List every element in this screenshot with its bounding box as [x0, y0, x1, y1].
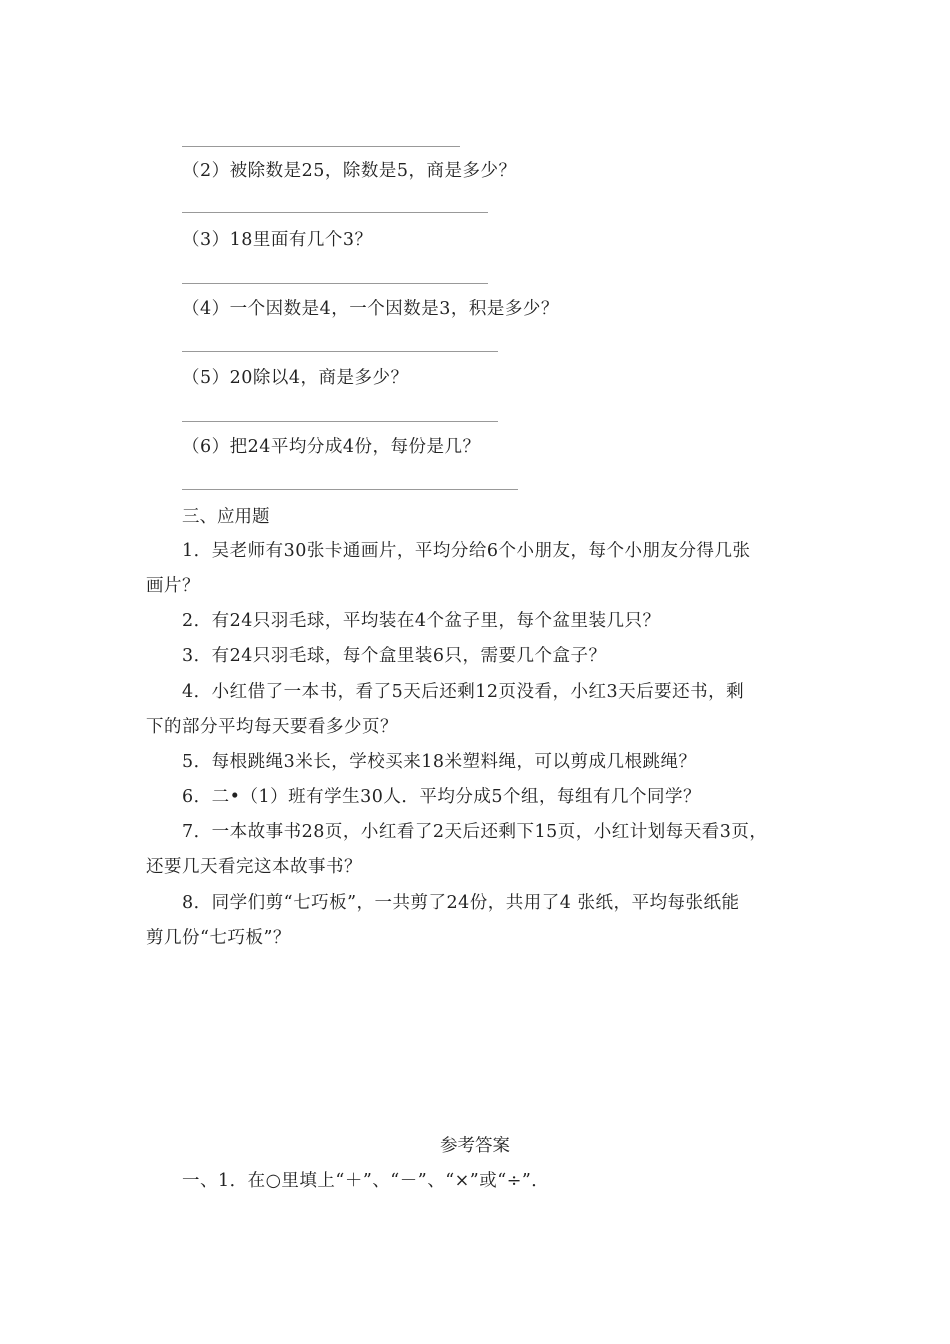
problem-1-line-2: 画片？	[146, 576, 200, 596]
problem-3: 3．有24只羽毛球，每个盒里装6只，需要几个盒子？	[182, 646, 607, 666]
section-3-title: 三、应用题	[182, 507, 270, 527]
question-5: （5）20除以4，商是多少？	[182, 368, 409, 388]
answer-line	[182, 351, 498, 352]
problem-6: 6．二•（1）班有学生30人．平均分成5个组，每组有几个同学？	[182, 787, 701, 807]
question-4: （4）一个因数是4，一个因数是3，积是多少？	[182, 299, 559, 319]
question-2: （2）被除数是25，除数是5，商是多少？	[182, 161, 517, 181]
answer-line	[182, 146, 460, 147]
answer-line	[182, 283, 488, 284]
answers-title: 参考答案	[440, 1136, 510, 1156]
problem-4-line-2: 下的部分平均每天要看多少页？	[146, 717, 398, 737]
question-3: （3）18里面有几个3？	[182, 230, 373, 250]
problem-8-line-2: 剪几份“七巧板”？	[146, 928, 291, 948]
problem-5: 5．每根跳绳3米长，学校买来18米塑料绳，可以剪成几根跳绳？	[182, 752, 697, 772]
question-6: （6）把24平均分成4份，每份是几？	[182, 437, 481, 457]
problem-1-line-1: 1．吴老师有30张卡通画片，平均分给6个小朋友，每个小朋友分得几张	[182, 541, 751, 561]
problem-2: 2．有24只羽毛球，平均装在4个盆子里，每个盆里装几只？	[182, 611, 661, 631]
problem-4-line-1: 4．小红借了一本书，看了5天后还剩12页没看，小红3天后要还书，剩	[182, 682, 745, 702]
answer-line	[182, 421, 498, 422]
answer-line	[182, 212, 488, 213]
problem-7-line-2: 还要几天看完这本故事书？	[146, 857, 362, 877]
problem-8-line-1: 8．同学们剪“七巧板”，一共剪了24份，共用了4 张纸，平均每张纸能	[182, 893, 740, 913]
problem-7-line-1: 7．一本故事书28页，小红看了2天后还剩下15页，小红计划每天看3页，	[182, 822, 768, 842]
answer-line	[182, 489, 518, 490]
answers-first-line: 一、1．在○里填上“＋”、“－”、“×”或“÷”．	[182, 1171, 550, 1191]
